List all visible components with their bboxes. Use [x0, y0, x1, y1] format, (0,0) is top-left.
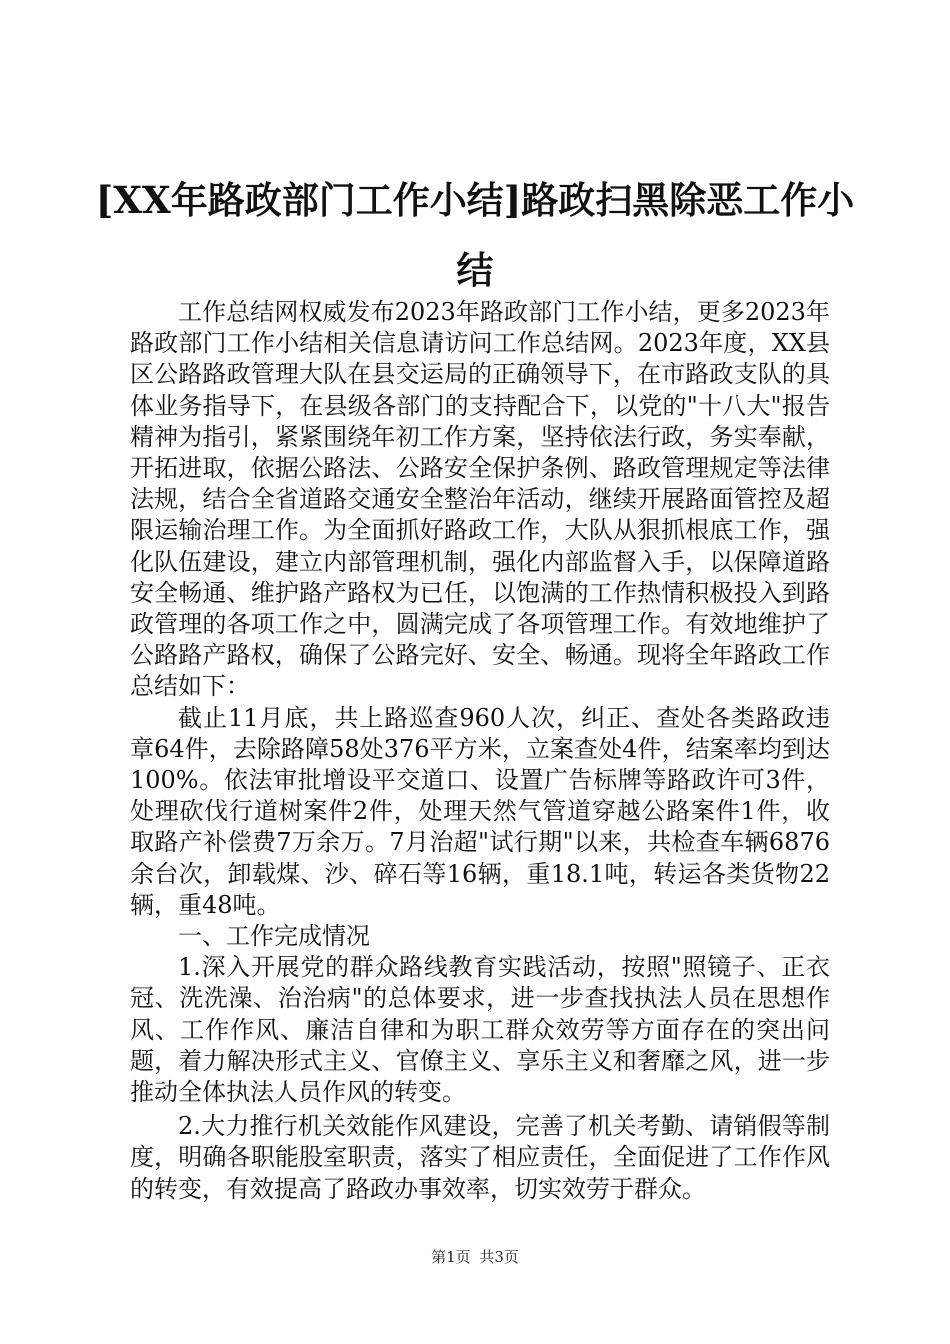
- paragraph-item-2: 2.大力推行机关效能作风建设，完善了机关考勤、请销假等制度，明确各职能股室职责，落实了相应责任，全面促进了工作作风的转变，有效提高了路政办事效率，切实效劳于群众。: [130, 1112, 830, 1203]
- paragraph-intro: 工作总结网权威发布2023年路政部门工作小结，更多2023年路政部门工作小结相关信息请访问工作总结网。2023年度，XX县区公路路政管理大队在县交运局的正确领导下，在市路政支队的具体业务指导下，在县级各部门的支持配合下，以党的"十八大"报告精神为指引，紧紧围绕年初工作方案，坚持依法行政，务实奉献，开拓进取，依据公路法、公路安全保护条例、路政管理规定等法律法规，结合全省道路交通安全整治年活动，继续开展路面管控及超限运输治理工作。为全面抓好路政工作，大队从狠抓根底工作，强化队伍建设，建立内部管理机制，强化内部监督入手，以保障道路安全畅通、维护路产路权为已任，以饱满的工作热情积极投入到路政管理的各项工作之中，圆满完成了各项管理工作。有效地维护了公路路产路权，确保了公路完好、安全、畅通。现将全年路政工作总结如下：: [130, 298, 830, 701]
- section-heading-work-completion: 一、工作完成情况: [178, 922, 370, 951]
- page-number: 第1页: [431, 1248, 471, 1266]
- page-total: 共3页: [479, 1248, 519, 1266]
- paragraph-item-1: 1.深入开展党的群众路线教育实践活动，按照"照镜子、正衣冠、洗洗澡、治治病"的总体要求，进一步查找执法人员在思想作风、工作作风、廉洁自律和为职工群众效劳等方面存在的突出问题，着力解决形式主义、官僚主义、享乐主义和奢靡之风，进一步推动全体执法人员作风的转变。: [130, 953, 830, 1107]
- page-footer: [0, 1246, 950, 1267]
- document-body: [130, 297, 830, 1205]
- paragraph-statistics: 截止11月底，共上路巡查960人次，纠正、查处各类路政违章64件，去除路障58处376平方米，立案查处4件，结案率均到达100%。依法审批增设平交道口、设置广告标牌等路政许可3件，处理砍伐行道树案件2件，处理天然气管道穿越公路案件1件，收取路产补偿费7万余万。7月治超"试行期"以来，共检查车辆6876余台次，卸载煤、沙、碎石等16辆，重18.1吨，转运各类货物22辆，重48吨。: [130, 703, 830, 919]
- document-title: [XX年路政部门工作小结]路政扫黑除恶工作小结: [95, 178, 855, 292]
